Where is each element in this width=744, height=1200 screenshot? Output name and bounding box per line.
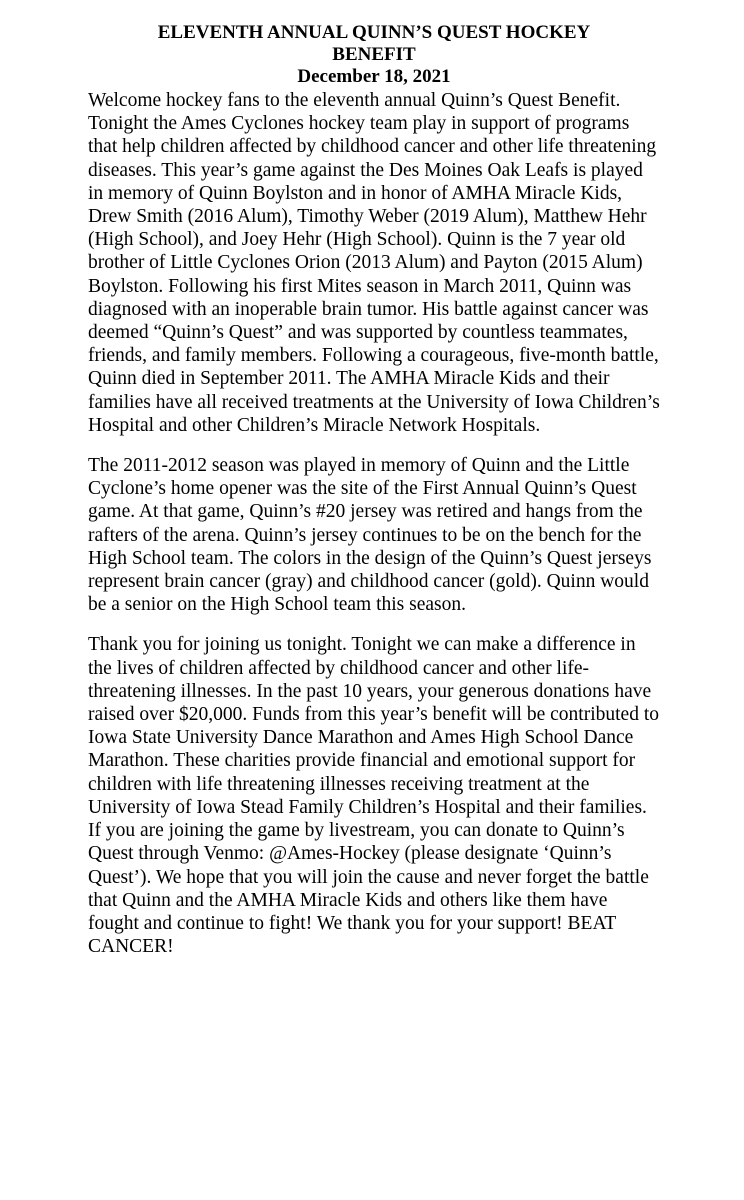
paragraph-thank-you: Thank you for joining us tonight. Tonight we can make a difference in the lives of children affected by childhood cancer and other life-threatening illnesses. In the past 10 years, your generous donations have raised over $20,000. Funds from this year’s benefit will be contributed to Iowa State University Dance Marathon and Ames High School Dance Marathon. These charities provide financial and emotional support for children with life threatening illnesses receiving treatment at the University of Iowa Stead Family Children’s Hospital and their families. If you are joining the game by livestream, you can donate to Quinn’s Quest through Venmo: @Ames-Hockey (please designate ‘Quinn’s Quest’). We hope that you will join the cause and never forget the battle that Quinn and the AMHA Miracle Kids and others like them have fought and continue to fight! We thank you for your support! BEAT CANCER! (88, 634, 659, 958)
title-line-2: BENEFIT (332, 44, 416, 65)
paragraph-welcome: Welcome hockey fans to the eleventh annual Quinn’s Quest Benefit. Tonight the Ames Cyclones hockey team play in support of programs that help children affected by childhood cancer and other life threatening diseases. This year’s game against the Des Moines Oak Leafs is played in memory of Quinn Boylston and in honor of AMHA Miracle Kids, Drew Smith (2016 Alum), Timothy Weber (2019 Alum), Matthew Hehr (High School), and Joey Hehr (High School). Quinn is the 7 year old brother of Little Cyclones Orion (2013 Alum) and Payton (2015 Alum) Boylston. Following his first Mites season in March 2011, Quinn was diagnosed with an inoperable brain tumor. His battle against cancer was deemed “Quinn’s Quest” and was supported by countless teammates, friends, and family members. Following a courageous, five-month battle, Quinn died in September 2011. The AMHA Miracle Kids and their families have all received treatments at the University of Iowa Children’s Hospital and other Children’s Miracle Network Hospitals. (88, 90, 660, 436)
title-line-1: ELEVENTH ANNUAL QUINN’S QUEST HOCKEY (157, 22, 591, 43)
document-title (88, 22, 660, 66)
paragraph-season-history: The 2011-2012 season was played in memory of Quinn and the Little Cyclone’s home opener was the site of the First Annual Quinn’s Quest game. At that game, Quinn’s #20 jersey was retired and hangs from the rafters of the arena. Quinn’s jersey continues to be on the bench for the High School team. The colors in the design of the Quinn’s Quest jerseys represent brain cancer (gray) and childhood cancer (gold). Quinn would be a senior on the High School team this season. (88, 455, 652, 616)
document-date: December 18, 2021 (297, 66, 451, 87)
